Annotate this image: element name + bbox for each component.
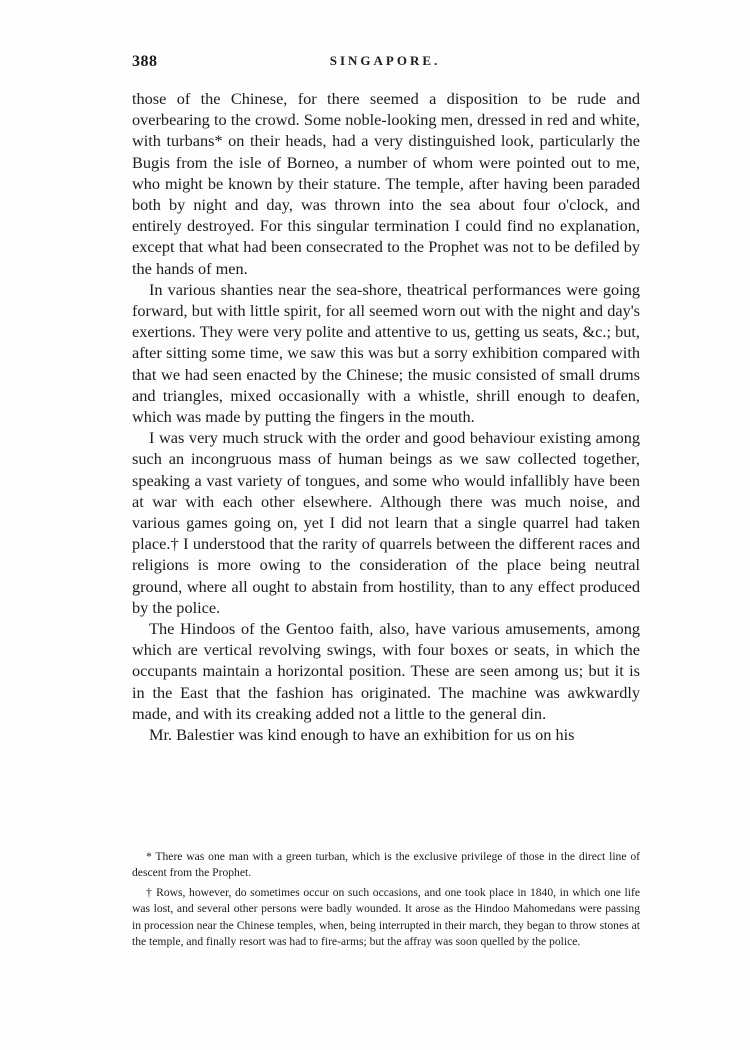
paragraph: I was very much struck with the order and good behaviour existing among such an incongruous mass of human beings as we saw collected together, speaking a vast variety of tongues, and some who would infallibly have been at war with each other elsewhere. Although there was much noise, and various games going on, yet I did not learn that a single quarrel had taken place.† I understood that the rarity of quarrels between the different races and religions is more owing to the consideration of the place being neutral ground, where all ought to abstain from hostility, than to any effect produced by the police. bbox=[132, 428, 640, 617]
paragraph: Mr. Balestier was kind enough to have an exhibition for us on his bbox=[149, 725, 575, 745]
running-head: SINGAPORE. bbox=[329, 53, 441, 68]
page-header bbox=[132, 53, 638, 77]
paragraph: In various shanties near the sea-shore, theatrical performances were going forward, but with little spirit, for all seemed worn out with the night and day's exertions. They were very polite and attentive to us, getting us seats, &c.; but, after sitting some time, we saw this was but a sorry exhibition compared with that we had seen enacted by the Chinese; the music consisted of small drums and triangles, mixed occasionally with a whistle, shrill enough to deafen, which was made by putting the fingers in the mouth. bbox=[132, 279, 640, 427]
footnotes bbox=[132, 849, 640, 953]
paragraph: those of the Chinese, for there seemed a disposition to be rude and overbearing to the crowd. Some noble-looking men, dressed in red and white, with turbans* on their heads, had a very distinguished look, particularly the Bugis from the isle of Borneo, a number of whom were pointed out to me, who might be known by their stature. The temple, after having been paraded both by night and day, was thrown into the sea about four o'clock, and entirely destroyed. For this singular termination I could find no explanation, except that what had been consecrated to the Prophet was not to be defiled by the hands of men. bbox=[132, 89, 640, 278]
body-text bbox=[132, 88, 640, 745]
page-number: 388 bbox=[132, 53, 158, 70]
paragraph: The Hindoos of the Gentoo faith, also, have various amusements, among which are vertical revolving swings, with four boxes or seats, in which the occupants maintain a horizontal position. These are seen among us; but it is in the East that the fashion has originated. The machine was awkwardly made, and with its creaking added not a little to the general din. bbox=[132, 619, 640, 723]
footnote: * There was one man with a green turban, which is the exclusive privilege of those in the direct line of descent from the Prophet. bbox=[132, 850, 640, 880]
footnote: † Rows, however, do sometimes occur on such occasions, and one took place in 1840, in which one life was lost, and several other persons were badly wounded. It arose as the Hindoo Mahomedans were passing in procession near the Chinese temples, when, being interrupted in their march, they began to throw stones at the temple, and finally resort was had to fire-arms; but the affray was soon quelled by the police. bbox=[132, 885, 640, 949]
